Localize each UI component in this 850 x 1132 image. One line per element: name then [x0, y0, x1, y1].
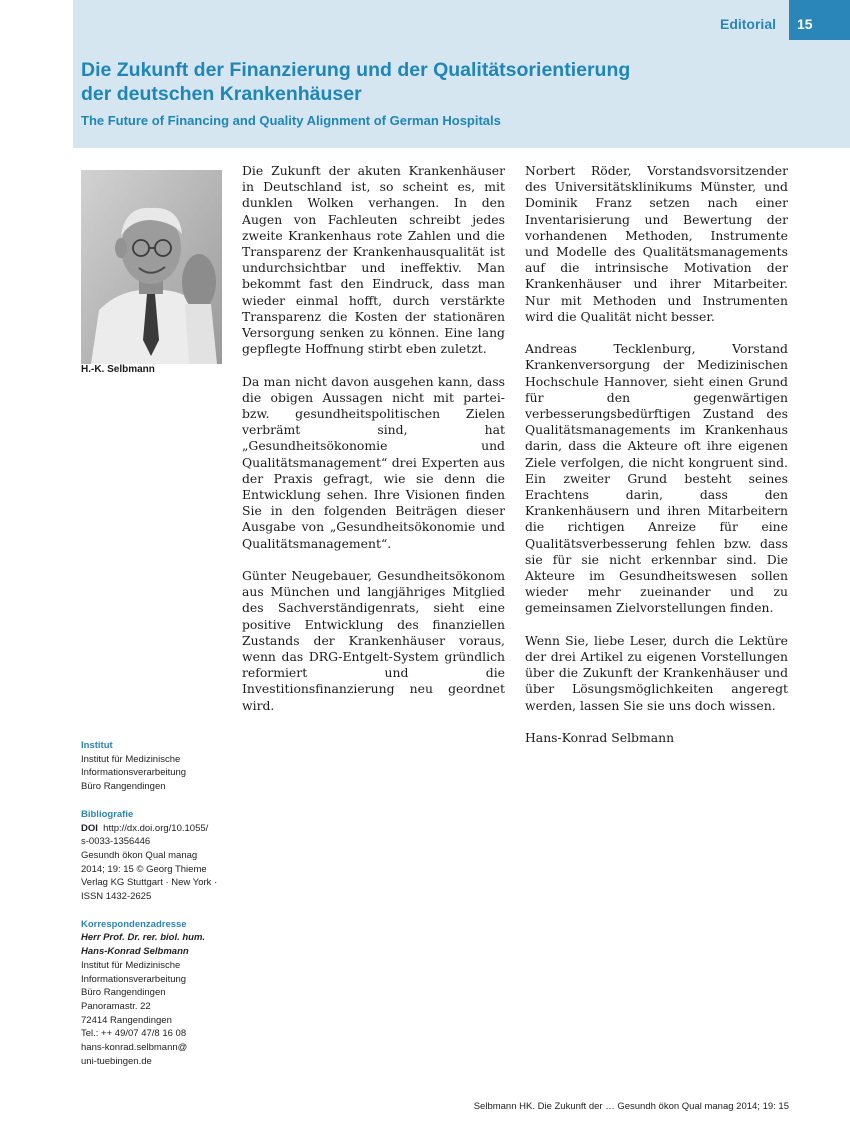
korrespondenz-line: Büro Rangendingen	[81, 987, 166, 999]
title-line-2: der deutschen Krankenhäuser	[81, 83, 362, 105]
institut-block	[81, 739, 229, 794]
korrespondenz-line: Informationsverarbeitung	[81, 973, 187, 985]
institut-line: Informationsverarbeitung	[81, 767, 187, 779]
bibliografie-line: s-0033-1356446	[81, 836, 151, 848]
korrespondenz-heading: Korrespondenzadresse	[81, 918, 187, 930]
author-photo	[81, 170, 222, 364]
doi-label: DOI	[81, 822, 98, 834]
body-paragraph: Wenn Sie, liebe Leser, durch die Lektüre der drei Artikel zu eigenen Vorstellungen über die Zukunft der Krankenhäuser und über Lösungsmöglichkeiten angeregt werden, lassen Sie sie uns doch wissen.	[525, 632, 788, 713]
photo-caption: H.-K. Selbmann	[81, 364, 155, 375]
bibliografie-line: Gesundh ökon Qual manag	[81, 849, 198, 861]
page-number: 15	[797, 16, 813, 32]
korrespondenz-line: Institut für Medizinische	[81, 959, 181, 971]
body-paragraph: Andreas Tecklenburg, Vorstand Krankenversorgung der Medizinischen Hochschule Hannover, sieht einen Grund für den gegenwärtigen verbesserungsbedürftigen Zustand des Qualitätsmanagements im Krankenhaus darin, dass die Akteure oft ihre eigenen Ziele verfolgen, die nicht kongruent sind. Ein zweiter Grund besteht seines Erachtens darin, dass den Krankenhäusern und ihren Mitarbeitern die richtigen Anreize für eine Qualitätsverbesserung fehlen bzw. dass sie für sie nicht erkennbar sind. Die Akteure im Gesundheitswesen sollen wieder mehr zueinander und zu gemeinsamen Zielvorstellungen finden.	[525, 341, 788, 616]
korrespondenz-title: Herr Prof. Dr. rer. biol. hum.	[81, 932, 206, 944]
korrespondenz-line: Tel.: ++ 49/07 47/8 16 08	[81, 1028, 187, 1040]
korrespondenz-name: Hans-Konrad Selbmann	[81, 946, 189, 958]
korrespondenz-line: Panoramastr. 22	[81, 1000, 151, 1012]
body-column-left	[242, 163, 505, 730]
sidebar-info	[81, 739, 229, 1082]
body-paragraph: Norbert Röder, Vorstandsvorsitzender des Universitätsklinikums Münster, und Dominik Franz setzen nach einer Inventarisierung und Bewertung der vorhandenen Methoden, Instrumente und Modelle des Qualitätsmanagements auf die intrinsische Motivation der Krankenhäuser und ihrer Mitarbeiter. Nur mit Methoden und Instrumenten wird die Qualität nicht besser.	[525, 163, 788, 324]
title-line-1: Die Zukunft der Finanzierung und der Qualitätsorientierung	[81, 59, 631, 81]
article-title-english: The Future of Financing and Quality Alignment of German Hospitals	[81, 113, 501, 128]
doi-line	[81, 822, 229, 836]
institut-heading: Institut	[81, 740, 113, 751]
body-paragraph: Da man nicht davon ausgehen kann, dass die obigen Aussagen nicht mit partei- bzw. gesundheitspolitischen Zielen verbrämt sind, hat „Gesundheitsökonomie und Qualitätsmanagement“ drei Experten aus der Praxis gefragt, wie sie denn die Entwicklung sehen. Ihre Visionen finden Sie in den folgenden Beiträgen dieser Ausgabe von „Gesundheitsökonomie und Qualitätsmanagement“.	[242, 373, 505, 551]
doi-link[interactable]: http://dx.doi.org/10.1055/	[103, 822, 209, 834]
author-signature: Hans-Konrad Selbmann	[525, 730, 675, 746]
korrespondenz-line: 72414 Rangendingen	[81, 1014, 172, 1026]
footer-citation: Selbmann HK. Die Zukunft der … Gesundh ökon Qual manag 2014; 19: 15	[473, 1101, 789, 1112]
page-number-box	[789, 0, 850, 40]
institut-line: Institut für Medizinische	[81, 753, 181, 765]
bibliografie-line: Verlag KG Stuttgart · New York ·	[81, 877, 218, 889]
korrespondenz-block	[81, 918, 229, 1069]
bibliografie-block	[81, 808, 229, 904]
body-column-right	[525, 163, 788, 762]
bibliografie-line: 2014; 19: 15 © Georg Thieme	[81, 863, 207, 875]
bibliografie-line: ISSN 1432-2625	[81, 891, 152, 903]
author-photo-graphic	[81, 170, 222, 364]
body-paragraph: Die Zukunft der akuten Krankenhäuser in Deutschland ist, so scheint es, mit dunklen Wolken verhangen. In den Augen von Fachleuten schreibt jedes zweite Krankenhaus rote Zahlen und die Transparenz der Krankenhausqualität ist undurchsichtbar und ineffektiv. Man bekommt fast den Eindruck, dass man wieder einmal hofft, durch verstärkte Transparenz die Kosten der stationären Versorgung senken zu können. Eine lang gepflegte Hoffnung stirbt eben zuletzt.	[242, 163, 505, 357]
email-link[interactable]: uni-tuebingen.de	[81, 1055, 152, 1067]
section-label: Editorial	[719, 16, 776, 32]
bibliografie-heading: Bibliografie	[81, 808, 134, 820]
article-title-german	[81, 58, 701, 106]
institut-line: Büro Rangendingen	[81, 781, 166, 793]
body-paragraph: Günter Neugebauer, Gesundheitsökonom aus München und langjähriges Mitglied des Sachverständigenrats, sieht eine positive Entwicklung des finanziellen Zustands der Krankenhäuser voraus, wenn das DRG-Entgelt-System gründlich reformiert und die Investitionsfinanzierung neu geordnet wird.	[242, 568, 505, 713]
email-link[interactable]: hans-konrad.selbmann@	[81, 1042, 188, 1054]
